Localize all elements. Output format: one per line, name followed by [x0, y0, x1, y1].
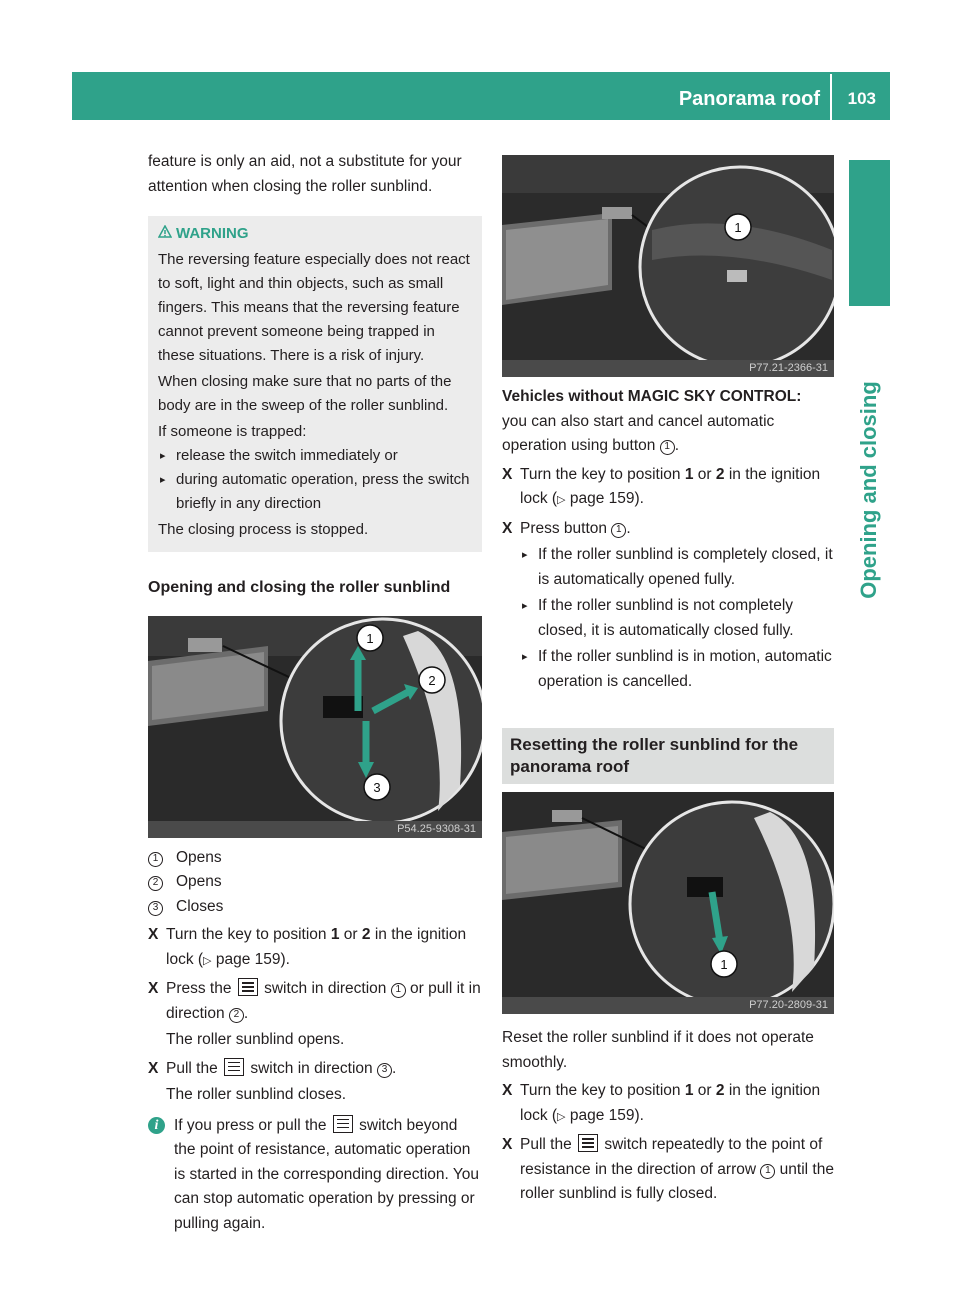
- legend-list: [148, 846, 482, 920]
- step-marker-icon: X: [502, 1082, 513, 1099]
- legend-item: [148, 895, 482, 920]
- side-tab: [849, 160, 890, 306]
- legend-label: Opens: [176, 848, 222, 866]
- bullet-text: If the roller sunblind is in motion, automatic operation is cancelled.: [538, 648, 832, 690]
- roller-sunblind-switch-icon: [333, 1115, 353, 1133]
- right-column: [502, 150, 834, 1207]
- step-text: or pull it in direction: [166, 980, 481, 1022]
- step-text: Press button: [520, 519, 612, 537]
- step-text: in the ignition lock (: [520, 465, 821, 507]
- step-text: .: [391, 1059, 397, 1077]
- key-position-1: 1: [330, 926, 340, 943]
- step-text: in the ignition lock (: [166, 926, 467, 968]
- step-turn-key: [148, 923, 482, 973]
- warning-box: [148, 216, 482, 552]
- section-title-resetting: Resetting the roller sunblind for the panorama roof: [502, 728, 834, 784]
- info-text: If you press or pull the: [174, 1116, 331, 1134]
- bullet-text: If the roller sunblind is not completely closed, it is automatically closed fully.: [538, 597, 794, 639]
- roller-sunblind-switch-icon: [238, 978, 258, 996]
- step-marker-icon: X: [148, 980, 159, 997]
- step-text: or: [693, 1082, 716, 1099]
- info-icon: i: [148, 1117, 165, 1134]
- step-text: ).: [634, 1106, 644, 1124]
- step-marker-icon: X: [502, 519, 513, 537]
- step-press-button: [502, 517, 834, 542]
- figure-ref-label: P77.21-2366-31: [749, 362, 828, 374]
- vehicles-heading: Vehicles without MAGIC SKY CONTROL:: [502, 388, 802, 405]
- bullet-text: If the roller sunblind is completely closed, it is automatically opened fully.: [538, 546, 833, 588]
- result-bullet: [502, 645, 834, 694]
- svg-text:1: 1: [734, 220, 742, 235]
- legend-number: 3: [148, 901, 163, 916]
- warning-heading-text: WARNING: [176, 225, 249, 242]
- figure-magic-sky-button: [502, 155, 834, 377]
- legend-item: [148, 870, 482, 895]
- step-marker-icon: X: [502, 1136, 513, 1153]
- figure-ref-label: P77.20-2809-31: [749, 999, 828, 1011]
- step-marker-icon: X: [502, 465, 513, 483]
- step-text: or: [339, 926, 362, 943]
- step-turn-key: [502, 1079, 834, 1129]
- warning-heading: [158, 222, 472, 246]
- bullet-icon: ▸: [522, 600, 528, 612]
- figure-ref-label: P54.25-9308-31: [397, 822, 476, 835]
- step-text: until the roller sunblind is fully closed.: [520, 1160, 834, 1202]
- svg-text:1: 1: [366, 630, 374, 646]
- warning-p1: The reversing feature especially does not react to soft, light and thin objects, such as small fingers. This means that the reversing feature cannot prevent someone being trapped in these situations. There is a risk of injury.: [158, 251, 470, 364]
- key-position-1: 1: [684, 1082, 694, 1099]
- legend-label: Closes: [176, 897, 224, 915]
- body-text: you can also start and cancel automatic operation using button: [502, 412, 775, 454]
- step-press-switch: [148, 977, 482, 1026]
- step-text: .: [626, 519, 631, 537]
- legend-number: 2: [148, 876, 163, 891]
- step-turn-key: [502, 463, 834, 513]
- page-link[interactable]: page 159: [569, 1106, 635, 1124]
- step-text: switch repeatedly to the point of resistance in the direction of arrow: [520, 1136, 823, 1178]
- warning-bullet-1: ▸ release the switch immediately or: [158, 444, 472, 468]
- step-text: Pull the: [166, 1059, 223, 1077]
- step-text: switch in direction: [259, 980, 391, 997]
- key-position-2: 2: [715, 1082, 725, 1099]
- step-text: Turn the key to position: [520, 465, 685, 483]
- header-divider: [830, 74, 832, 120]
- step-pull-switch: [148, 1057, 482, 1082]
- direction-number: 2: [229, 1008, 244, 1023]
- roller-sunblind-switch-icon: [224, 1058, 244, 1076]
- warning-p3: If someone is trapped:: [158, 423, 307, 440]
- page-ref-arrow-icon: ▷: [203, 954, 212, 967]
- intro-text: feature is only an aid, not a substitute for your attention when closing the roller sunblind.: [148, 153, 462, 195]
- info-note: [148, 1114, 482, 1237]
- bullet-icon: ▸: [522, 651, 528, 663]
- button-number: 1: [660, 440, 675, 455]
- section-title-opening-closing: Opening and closing the roller sunblind: [148, 579, 451, 596]
- step-pull-switch-repeatedly: [502, 1133, 834, 1207]
- button-number: 1: [611, 523, 626, 538]
- arrow-number: 1: [760, 1164, 775, 1179]
- roller-sunblind-switch-icon: [578, 1134, 598, 1152]
- page-number: 103: [847, 89, 876, 108]
- left-column: [148, 150, 482, 1236]
- step-marker-icon: X: [148, 1059, 159, 1077]
- step-text: in the ignition lock (: [520, 1082, 821, 1124]
- step-result-opens: The roller sunblind opens.: [166, 1031, 345, 1048]
- bullet-icon: ▸: [522, 549, 528, 561]
- side-tab-label: Opening and closing: [856, 381, 881, 599]
- page-link[interactable]: page 159: [215, 950, 281, 968]
- body-text: .: [674, 437, 680, 454]
- result-bullet: [502, 543, 834, 592]
- page-ref-arrow-icon: ▷: [557, 494, 566, 506]
- step-result-closes: The roller sunblind closes.: [166, 1086, 347, 1103]
- svg-text:2: 2: [428, 672, 436, 688]
- warning-bullet-2: ▸ during automatic operation, press the switch briefly in any direction: [158, 468, 472, 516]
- step-text: ).: [280, 950, 290, 968]
- result-bullet: [502, 594, 834, 643]
- step-text: Turn the key to position: [520, 1082, 685, 1099]
- warning-p2: When closing make sure that no parts of the body are in the sweep of the roller sunblind.: [158, 373, 452, 414]
- info-text: switch beyond the point of resistance, automatic operation is started in the corresponding direction. You can stop automatic operation by pressing or pulling again.: [174, 1116, 480, 1232]
- direction-number: 1: [391, 983, 406, 998]
- vehicles-text: [502, 410, 834, 459]
- page-title: Panorama roof: [678, 88, 820, 110]
- step-text: .: [243, 1004, 249, 1022]
- step-marker-icon: X: [148, 926, 159, 943]
- figure-switch-directions: [148, 616, 482, 838]
- step-text: ).: [634, 490, 644, 507]
- legend-label: Opens: [176, 873, 222, 890]
- warning-p4: The closing process is stopped.: [158, 521, 369, 538]
- step-text: Pull the: [520, 1136, 577, 1153]
- warning-triangle-icon: [158, 222, 172, 246]
- step-text: Turn the key to position: [166, 926, 331, 943]
- header-bar: [72, 72, 890, 120]
- key-position-2: 2: [715, 465, 725, 483]
- svg-text:3: 3: [373, 779, 381, 795]
- key-position-1: 1: [684, 465, 694, 483]
- direction-number: 3: [377, 1063, 392, 1078]
- step-text: switch in direction: [246, 1059, 377, 1077]
- key-position-2: 2: [361, 926, 371, 943]
- figure-reset-arrow: [502, 792, 834, 1014]
- legend-number: 1: [148, 852, 163, 867]
- page-link[interactable]: page 159: [569, 490, 635, 507]
- step-text: Press the: [166, 980, 236, 997]
- page-ref-arrow-icon: ▷: [557, 1110, 566, 1123]
- step-text: or: [693, 465, 716, 483]
- legend-item: [148, 846, 482, 871]
- svg-text:1: 1: [720, 957, 728, 972]
- reset-text: Reset the roller sunblind if it does not operate smoothly.: [502, 1029, 814, 1071]
